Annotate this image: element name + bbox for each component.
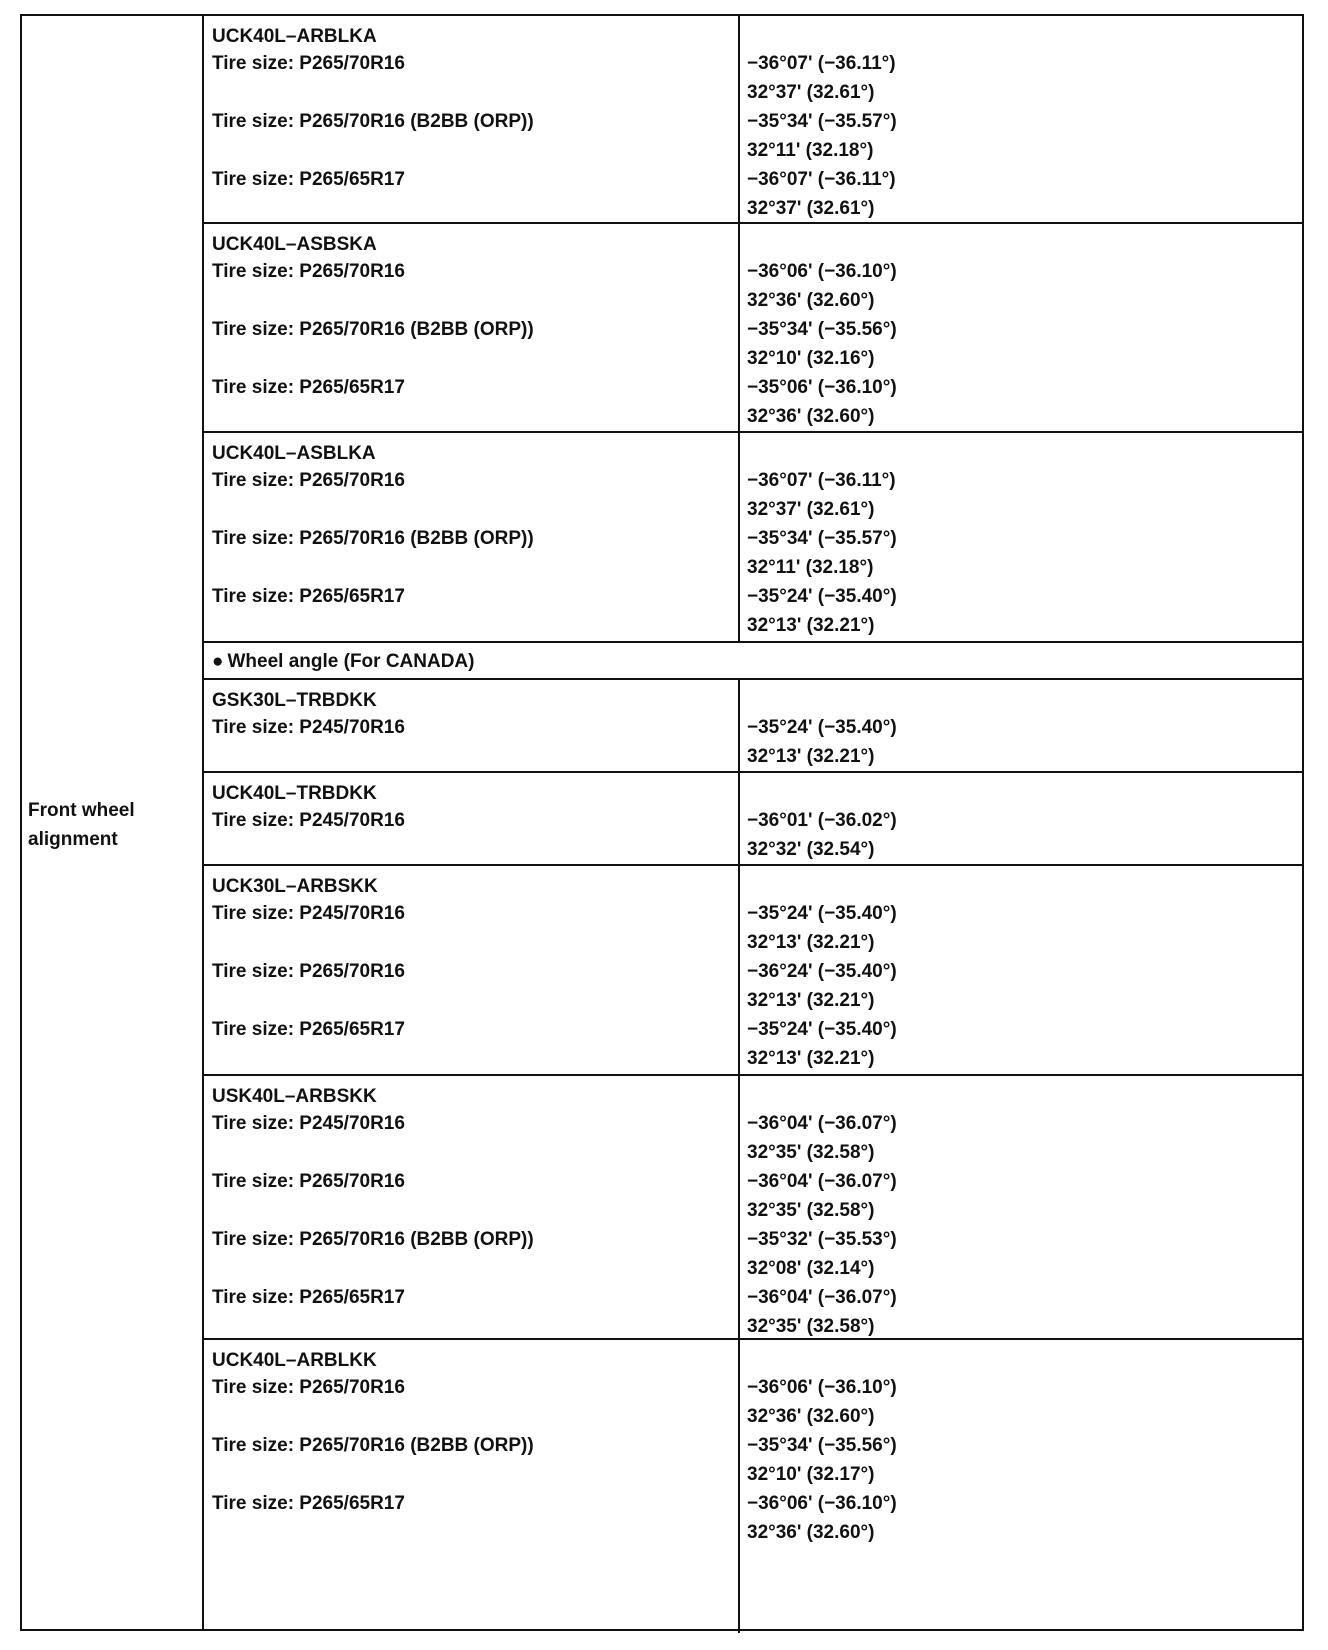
tire-row: [204, 1109, 1302, 1167]
tire-size: Tire size: P265/70R16 (B2BB (ORP)): [212, 1229, 534, 1250]
model-code: UCK30L–ARBSKK: [212, 876, 378, 897]
angle-inside-value: −35°24' (−35.40°): [747, 1019, 897, 1040]
angle-outside-value: 32°36' (32.60°): [747, 406, 875, 427]
angle-outside-value: 32°13' (32.21°): [747, 746, 875, 767]
model-block: [204, 866, 1302, 1076]
tire-row: [204, 957, 1302, 1015]
tire-row: [204, 1167, 1302, 1225]
tire-row: [204, 107, 1302, 165]
tire-size: Tire size: P265/70R16: [212, 53, 405, 74]
angle-inside-value: −36°04' (−36.07°): [747, 1287, 897, 1308]
angle-inside-value: −36°07' (−36.11°): [747, 470, 896, 491]
angle-inside-value: −36°24' (−35.40°): [747, 961, 897, 982]
angle-inside-value: −36°06' (−36.10°): [747, 1377, 897, 1398]
angle-outside-value: 32°32' (32.54°): [747, 839, 875, 860]
angle-inside-value: −36°01' (−36.02°): [747, 810, 897, 831]
tire-row: [204, 1431, 1302, 1489]
tire-row: [204, 524, 1302, 582]
model-block: [204, 680, 1302, 773]
tire-size: Tire size: P265/65R17: [212, 1019, 405, 1040]
tire-row: [204, 713, 1302, 771]
tire-row: [204, 466, 1302, 524]
spec-grid: [204, 16, 1302, 1629]
tire-row: [204, 1373, 1302, 1431]
category-label: [28, 796, 135, 854]
model-block: [204, 16, 1302, 224]
angle-inside-value: −35°24' (−35.40°): [747, 903, 897, 924]
angle-outside-value: 32°13' (32.21°): [747, 932, 875, 953]
tire-size: Tire size: P265/65R17: [212, 377, 405, 398]
model-code: UCK40L–ASBSKA: [212, 234, 377, 255]
tire-row: [204, 1489, 1302, 1547]
tire-row: [204, 1225, 1302, 1283]
model-code: UCK40L–ARBLKA: [212, 26, 377, 47]
tire-size: Tire size: P265/70R16: [212, 1377, 405, 1398]
tire-size: Tire size: P245/70R16: [212, 810, 405, 831]
tire-row: [204, 165, 1302, 223]
tire-row: [204, 257, 1302, 315]
model-code: UCK40L–TRBDKK: [212, 783, 377, 804]
angle-outside-value: 32°08' (32.14°): [747, 1258, 875, 1279]
tire-row: [204, 315, 1302, 373]
category-label-line2: alignment: [28, 829, 118, 850]
angle-inside-value: −36°07' (−36.11°): [747, 169, 896, 190]
angle-outside-value: 32°11' (32.18°): [747, 557, 874, 578]
angle-inside-value: −36°06' (−36.10°): [747, 261, 897, 282]
tire-size: Tire size: P245/70R16: [212, 903, 405, 924]
angle-outside-value: 32°36' (32.60°): [747, 1522, 875, 1543]
model-code: UCK40L–ASBLKA: [212, 443, 376, 464]
angle-outside-value: 32°10' (32.16°): [747, 348, 875, 369]
model-code: USK40L–ARBSKK: [212, 1086, 377, 1107]
tire-size: Tire size: P265/70R16 (B2BB (ORP)): [212, 1435, 534, 1456]
angle-inside-value: −36°06' (−36.10°): [747, 1493, 897, 1514]
angle-inside-value: −35°32' (−35.53°): [747, 1229, 897, 1250]
model-code: UCK40L–ARBLKK: [212, 1350, 377, 1371]
tire-size: Tire size: P265/65R17: [212, 1287, 405, 1308]
model-block: [204, 224, 1302, 433]
tire-size: Tire size: P265/65R17: [212, 586, 405, 607]
canada-note-label: Wheel angle (For CANADA): [227, 651, 475, 672]
tire-size: Tire size: P245/70R16: [212, 1113, 405, 1134]
tire-size: Tire size: P245/70R16: [212, 717, 405, 738]
tire-size: Tire size: P265/70R16: [212, 961, 405, 982]
bullet-icon: ●: [212, 651, 224, 672]
angle-inside-value: −35°34' (−35.57°): [747, 528, 897, 549]
model-code: GSK30L–TRBDKK: [212, 690, 377, 711]
angle-outside-value: 32°13' (32.21°): [747, 1048, 875, 1069]
tire-size: Tire size: P265/70R16 (B2BB (ORP)): [212, 111, 534, 132]
angle-inside-value: −36°04' (−36.07°): [747, 1171, 897, 1192]
tire-size: Tire size: P265/70R16: [212, 261, 405, 282]
tire-size: Tire size: P265/65R17: [212, 1493, 405, 1514]
tire-row: [204, 899, 1302, 957]
angle-inside-value: −35°34' (−35.56°): [747, 1435, 897, 1456]
tire-row: [204, 49, 1302, 107]
angle-outside-value: 32°11' (32.18°): [747, 140, 874, 161]
angle-outside-value: 32°13' (32.21°): [747, 615, 875, 636]
angle-outside-value: 32°13' (32.21°): [747, 990, 875, 1011]
category-column: [22, 16, 204, 1629]
angle-inside-value: −35°34' (−35.56°): [747, 319, 897, 340]
tire-row: [204, 806, 1302, 864]
angle-outside-value: 32°36' (32.60°): [747, 290, 875, 311]
angle-outside-value: 32°36' (32.60°): [747, 1406, 875, 1427]
angle-inside-value: −35°24' (−35.40°): [747, 717, 897, 738]
alignment-spec-table: [20, 14, 1304, 1631]
tire-size: Tire size: P265/65R17: [212, 169, 405, 190]
model-block: [204, 773, 1302, 866]
tire-size: Tire size: P265/70R16 (B2BB (ORP)): [212, 528, 534, 549]
tire-size: Tire size: P265/70R16: [212, 1171, 405, 1192]
model-block: [204, 1076, 1302, 1340]
tire-size: Tire size: P265/70R16: [212, 470, 405, 491]
angle-outside-value: 32°35' (32.58°): [747, 1200, 875, 1221]
category-label-line1: Front wheel: [28, 800, 135, 821]
angle-outside-value: 32°37' (32.61°): [747, 82, 875, 103]
canada-note-text: [212, 650, 474, 674]
model-block: [204, 433, 1302, 643]
tire-row: [204, 1015, 1302, 1073]
model-block: [204, 1340, 1302, 1633]
angle-inside-value: −36°07' (−36.11°): [747, 53, 896, 74]
angle-outside-value: 32°35' (32.58°): [747, 1316, 875, 1337]
tire-row: [204, 582, 1302, 640]
angle-inside-value: −35°06' (−36.10°): [747, 377, 897, 398]
angle-inside-value: −35°34' (−35.57°): [747, 111, 897, 132]
canada-section-header: [204, 643, 1302, 680]
angle-inside-value: −36°04' (−36.07°): [747, 1113, 897, 1134]
angle-inside-value: −35°24' (−35.40°): [747, 586, 897, 607]
tire-row: [204, 1283, 1302, 1341]
angle-outside-value: 32°35' (32.58°): [747, 1142, 875, 1163]
tire-row: [204, 373, 1302, 431]
tire-size: Tire size: P265/70R16 (B2BB (ORP)): [212, 319, 534, 340]
angle-outside-value: 32°37' (32.61°): [747, 499, 875, 520]
angle-outside-value: 32°37' (32.61°): [747, 198, 875, 219]
angle-outside-value: 32°10' (32.17°): [747, 1464, 875, 1485]
